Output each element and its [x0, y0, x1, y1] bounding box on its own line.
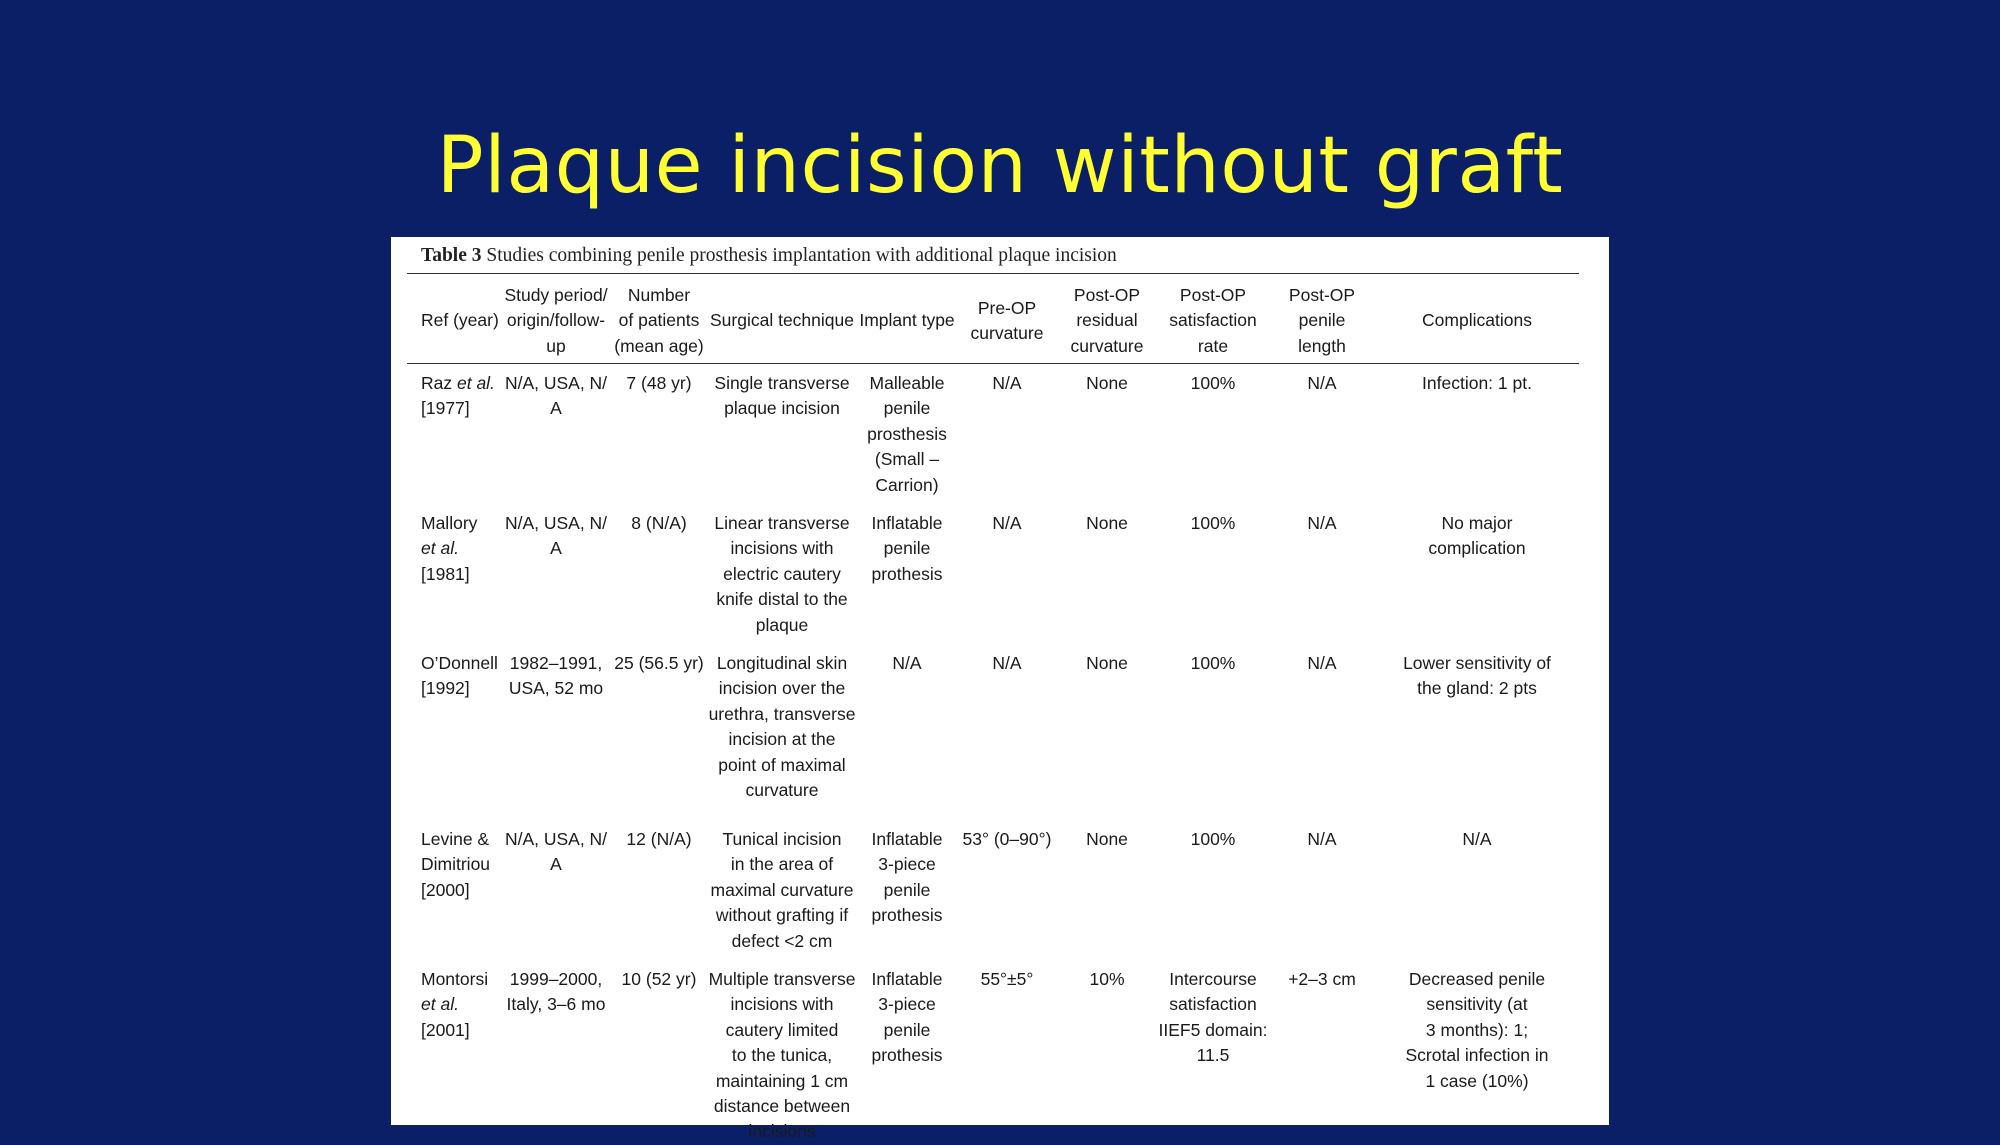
cell-technique: Single transverse plaque incision: [714, 373, 850, 419]
table-caption-label: Table 3: [421, 245, 482, 266]
header-post-op-residual-curvature: Post-OP residual curvature: [1070, 284, 1144, 356]
cell-satisfaction: Intercourse satisfaction IIEF5 domain: 11.5: [1158, 969, 1268, 1066]
cell-implant: Inflatable penile prothesis: [871, 513, 943, 584]
header-post-op-penile-length: Post-OP penile length: [1288, 284, 1356, 356]
cell-technique: Longitudinal skin incision over the urethra, transverse incision at the point of maximal curvature: [708, 653, 856, 801]
cell-residual: 10%: [1089, 969, 1125, 989]
cell-study-period: 1999–2000, Italy, 3–6 mo: [506, 969, 606, 1015]
cell-ref: Montorsi et al. [2001]: [421, 969, 489, 1040]
table-image-panel: [391, 237, 1609, 1142]
table-header-rule: [407, 363, 1579, 364]
cell-number: 25 (56.5 yr): [614, 653, 704, 673]
cell-residual: None: [1086, 513, 1128, 533]
cell-number: 10 (52 yr): [621, 969, 697, 989]
cell-ref: Levine & Dimitriou [2000]: [421, 829, 491, 900]
table-caption-text: Studies combining penile prosthesis implantation with additional plaque incision: [481, 245, 1117, 266]
cell-study-period: N/A, USA, N/ A: [504, 513, 608, 559]
cell-length: N/A: [1307, 513, 1337, 533]
cell-length: N/A: [1307, 653, 1337, 673]
cell-study-period: N/A, USA, N/ A: [504, 829, 608, 875]
table-top-rule: [407, 273, 1579, 274]
slide-title: Plaque incision without graft: [436, 121, 1564, 211]
cell-number: 12 (N/A): [626, 829, 692, 849]
cell-pre-op: N/A: [992, 513, 1022, 533]
cell-implant: Malleable penile prosthesis (Small – Carrion): [867, 373, 947, 495]
cell-pre-op: 55°±5°: [980, 969, 1034, 989]
cell-satisfaction: 100%: [1190, 513, 1236, 533]
cell-complications: Infection: 1 pt.: [1422, 373, 1532, 393]
cell-complications: Lower sensitivity of the gland: 2 pts: [1403, 653, 1551, 699]
header-ref: Ref (year): [421, 310, 499, 331]
cell-number: 8 (N/A): [631, 513, 687, 533]
cell-pre-op: 53° (0–90°): [962, 829, 1052, 849]
header-implant-type: Implant type: [859, 310, 955, 331]
cell-implant: Inflatable 3-piece penile prothesis: [871, 969, 943, 1066]
cell-pre-op: N/A: [992, 373, 1022, 393]
cell-implant: N/A: [892, 653, 922, 673]
header-pre-op-curvature: Pre-OP curvature: [970, 297, 1044, 343]
cell-residual: None: [1086, 829, 1128, 849]
cell-number: 7 (48 yr): [626, 373, 692, 393]
cell-length: N/A: [1307, 829, 1337, 849]
table-caption: [421, 245, 1117, 267]
cell-implant: Inflatable 3-piece penile prothesis: [871, 829, 943, 926]
cell-study-period: 1982–1991, USA, 52 mo: [508, 653, 604, 699]
header-study-period: Study period/ origin/follow- up: [504, 284, 608, 356]
cell-complications: N/A: [1462, 829, 1492, 849]
cell-residual: None: [1086, 653, 1128, 673]
cell-technique: Linear transverse incisions with electric cautery knife distal to the plaque: [714, 513, 850, 635]
header-surgical-technique: Surgical technique: [710, 310, 854, 331]
cell-ref: Mallory et al. [1981]: [421, 513, 478, 584]
cell-residual: None: [1086, 373, 1128, 393]
cell-satisfaction: 100%: [1190, 653, 1236, 673]
cell-length: +2–3 cm: [1288, 969, 1356, 989]
cell-study-period: N/A, USA, N/ A: [504, 373, 608, 419]
header-post-op-satisfaction-rate: Post-OP satisfaction rate: [1169, 284, 1257, 356]
cell-ref: O’Donnell [1992]: [421, 653, 498, 699]
cell-technique: Multiple transverse incisions with cautery limited to the tunica, maintaining 1 cm distance between incisions: [708, 969, 856, 1142]
header-complications: Complications: [1422, 310, 1532, 331]
cell-satisfaction: 100%: [1190, 829, 1236, 849]
cell-complications: No major complication: [1428, 513, 1526, 559]
header-number-of-patients: Number of patients (mean age): [614, 284, 704, 356]
cell-technique: Tunical incision in the area of maximal curvature without grafting if defect <2 cm: [710, 829, 854, 951]
cell-pre-op: N/A: [992, 653, 1022, 673]
cell-length: N/A: [1307, 373, 1337, 393]
cell-satisfaction: 100%: [1190, 373, 1236, 393]
cell-ref: Raz et al. [1977]: [421, 373, 495, 419]
cell-complications: Decreased penile sensitivity (at 3 months): 1; Scrotal infection in 1 case (10%): [1405, 969, 1549, 1091]
